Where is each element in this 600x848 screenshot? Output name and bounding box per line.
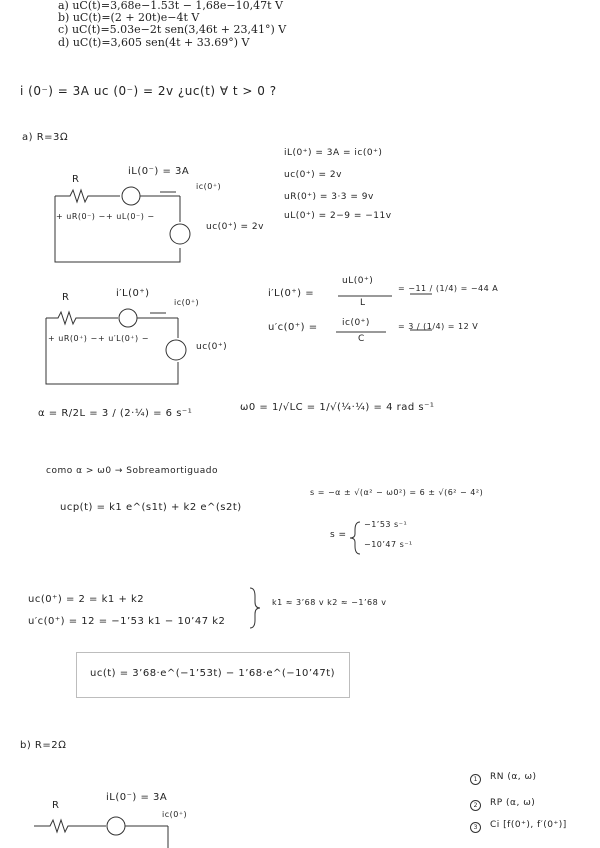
circuit-2-R-label: R xyxy=(62,292,70,303)
circuit-2-iL-label: i′L(0⁺) xyxy=(116,288,150,299)
overdamped-note: como α > ω0 → Sobreamortiguado xyxy=(46,466,218,476)
equation-uL0: uL(0⁺) = 2−9 = −11v xyxy=(284,211,392,221)
circuit-2-wires xyxy=(46,318,178,384)
circuit-2-ic-label: ic(0⁺) xyxy=(174,298,200,307)
part-b-label: b) R=2Ω xyxy=(20,740,67,751)
derivative-uc-denominator: C xyxy=(358,334,365,344)
derivative-uc-result: = 3 / (1/4) = 12 V xyxy=(398,322,479,331)
legend-2-bullet-icon: 2 xyxy=(470,800,481,811)
legend-natural-response: RN (α, ω) xyxy=(490,772,537,782)
legend-1-bullet-icon: 1 xyxy=(470,774,481,785)
derivative-iL-result: = −11 / (1/4) = −44 A xyxy=(398,284,499,293)
circuit-1-uc-label: uc(0⁺) = 2v xyxy=(206,222,264,232)
general-solution: ucp(t) = k1 e^(s1t) + k2 e^(s2t) xyxy=(60,502,242,513)
roots-formula: s = −α ± √(α² − ω0²) = 6 ± √(6² − 4²) xyxy=(310,488,484,497)
equation-uR0: uR(0⁺) = 3·3 = 9v xyxy=(284,192,374,202)
circuit-2-uR-label: + uR(0⁺) − xyxy=(48,334,98,343)
option-a: a) uC(t)=3,68e−1.53t − 1,68e−10,47t V xyxy=(58,0,283,12)
root-s2: −10’47 s⁻¹ xyxy=(364,540,413,549)
circuit-1-R-label: R xyxy=(72,174,80,185)
circuit-2-uL-label: + u′L(0⁺) − xyxy=(98,334,149,343)
circuit-1-uR-label: + uR(0⁻) − xyxy=(56,212,106,221)
circuit-1-ic-label: ic(0⁺) xyxy=(196,182,222,191)
part-a-label: a) R=3Ω xyxy=(22,132,69,143)
system-eq-1: uc(0⁺) = 2 = k1 + k2 xyxy=(28,594,145,605)
legend-3-bullet-icon: 3 xyxy=(470,822,481,833)
final-answer: uc(t) = 3’68·e^(−1’53t) − 1’68·e^(−10’47t) xyxy=(90,668,336,679)
given-conditions: i (0⁻) = 3A uc (0⁻) = 2v ¿uc(t) ∀ t > 0 ? xyxy=(20,84,277,98)
circuit-2-uc-label: uc(0⁺) xyxy=(196,342,228,352)
option-c: c) uC(t)=5.03e−2t sen(3,46t + 23,41°) V xyxy=(58,23,287,37)
circuit-3-ic-label: ic(0⁺) xyxy=(162,810,188,819)
root-s1: −1’53 s⁻¹ xyxy=(364,520,408,529)
option-d: d) uC(t)=3,605 sen(4t + 33.69°) V xyxy=(58,35,250,49)
system-eq-2: u′c(0⁺) = 12 = −1’53 k1 − 10’47 k2 xyxy=(28,616,226,627)
alpha-equation: α = R/2L = 3 / (2·¼) = 6 s⁻¹ xyxy=(38,408,193,419)
k-constants-result: k1 ≈ 3’68 v k2 ≈ −1’68 v xyxy=(272,598,387,607)
derivative-iL-lhs: i′L(0⁺) = xyxy=(268,288,315,299)
equation-uc0: uc(0⁺) = 2v xyxy=(284,170,342,180)
option-b: b) uC(t)=(2 + 20t)e−4t V xyxy=(58,11,200,25)
circuit-3-iL-label: iL(0⁻) = 3A xyxy=(106,792,168,803)
legend-particular-response: RP (α, ω) xyxy=(490,798,536,808)
circuit-3-wires xyxy=(34,820,106,832)
derivative-uc-lhs: u′c(0⁺) = xyxy=(268,322,318,333)
derivative-uc-numerator: ic(0⁺) xyxy=(342,318,370,328)
legend-initial-conditions: Ci [f(0⁺), f′(0⁺)] xyxy=(490,820,567,830)
circuit-1-wires xyxy=(55,196,180,262)
circuit-3-R-label: R xyxy=(52,800,60,811)
derivative-iL-numerator: uL(0⁺) xyxy=(342,276,374,286)
roots-label: s = xyxy=(330,530,347,540)
equation-iL0: iL(0⁺) = 3A = ic(0⁺) xyxy=(284,148,383,158)
circuit-1-iL-label: iL(0⁻) = 3A xyxy=(128,166,190,177)
derivative-iL-denominator: L xyxy=(360,298,366,308)
omega-equation: ω0 = 1/√LC = 1/√(¼·¼) = 4 rad s⁻¹ xyxy=(240,402,435,413)
circuit-1-uL-label: + uL(0⁻) − xyxy=(106,212,155,221)
